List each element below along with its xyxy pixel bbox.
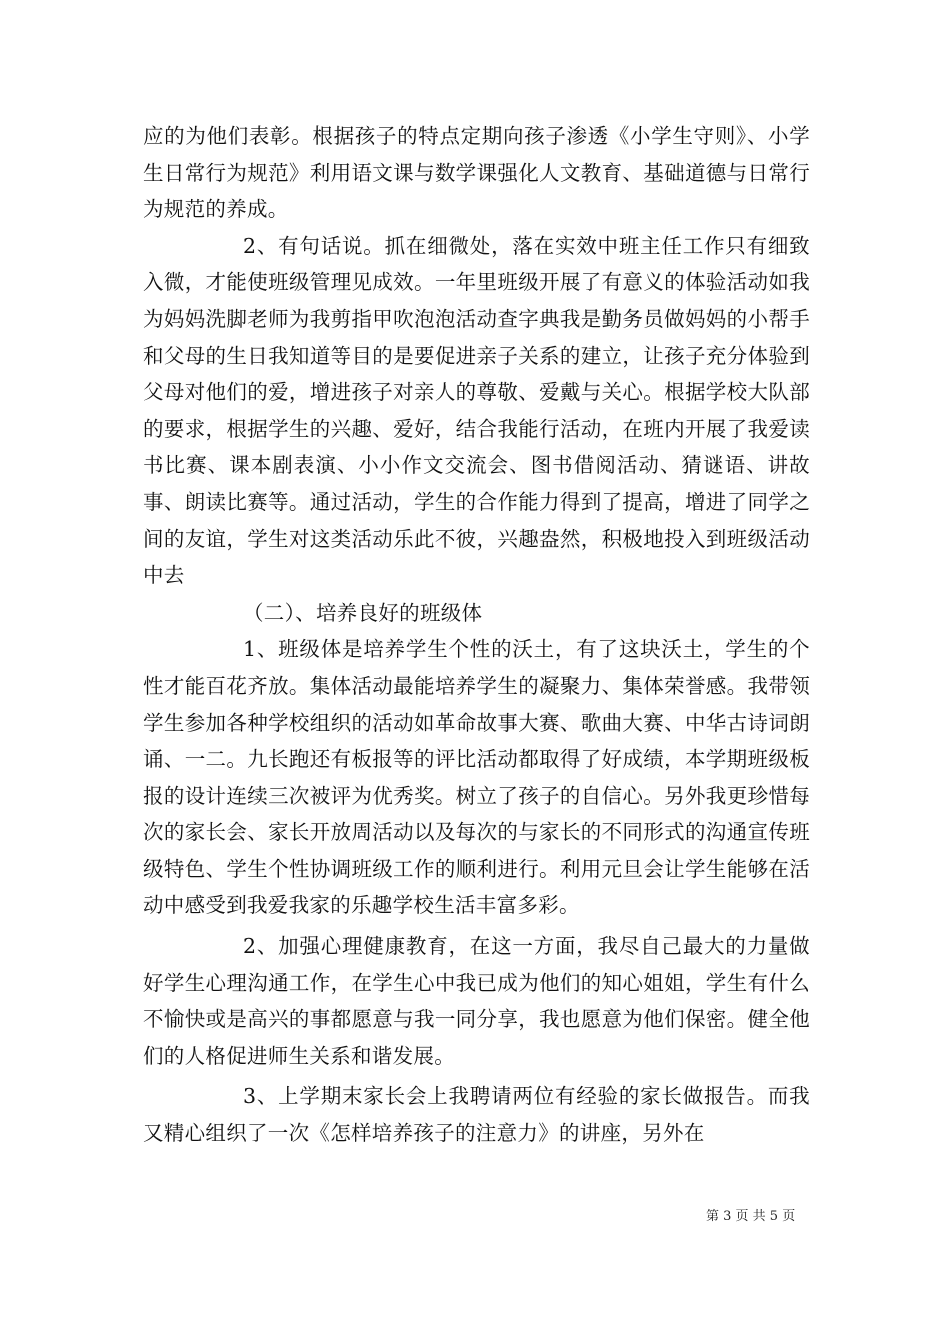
page-footer: 第 3 页 共 5 页 bbox=[706, 1209, 796, 1224]
paragraph-5: 3、上学期末家长会上我聘请两位有经验的家长做报告。而我又精心组织了一次《怎样培养孩子的注意力》的讲座，另外在 bbox=[143, 1084, 810, 1146]
paragraph-3: 1、班级体是培养学生个性的沃土，有了这块沃土，学生的个性才能百花齐放。集体活动最能培养学生的凝聚力、集体荣誉感。我带领学生参加各种学校组织的活动如革命故事大赛、歌曲大赛、中华古诗词朗诵、一二。九长跑还有板报等的评比活动都取得了好成绩，本学期班级板报的设计连续三次被评为优秀奖。树立了孩子的自信心。另外我更珍惜每次的家长会、家长开放周活动以及每次的与家长的不同形式的沟通宣传班级特色、学生个性协调班级工作的顺利进行。利用元旦会让学生能够在活动中感受到我爱我家的乐趣学校生活丰富多彩。 bbox=[143, 637, 810, 918]
paragraph-4: 2、加强心理健康教育，在这一方面，我尽自己最大的力量做好学生心理沟通工作，在学生心中我已成为他们的知心姐姐，学生有什么不愉快或是高兴的事都愿意与我一同分享，我也愿意为他们保密。健全他们的人格促进师生关系和谐发展。 bbox=[143, 934, 810, 1068]
document-body bbox=[143, 118, 810, 1152]
section-heading: （二）、培养良好的班级体 bbox=[243, 600, 483, 625]
paragraph-1: 应的为他们表彰。根据孩子的特点定期向孩子渗透《小学生守则》、小学生日常行为规范》利用语文课与数学课强化人文教育、基础道德与日常行为规范的养成。 bbox=[143, 124, 810, 222]
paragraph-2: 2、有句话说。抓在细微处，落在实效中班主任工作只有细致入微，才能使班级管理见成效。一年里班级开展了有意义的体验活动如我为妈妈洗脚老师为我剪指甲吹泡泡活动查字典我是勤务员做妈妈的小帮手和父母的生日我知道等目的是要促进亲子关系的建立，让孩子充分体验到父母对他们的爱，增进孩子对亲人的尊敬、爱戴与关心。根据学校大队部的要求，根据学生的兴趣、爱好，结合我能行活动，在班内开展了我爱读书比赛、课本剧表演、小小作文交流会、图书借阅活动、猜谜语、讲故事、朗读比赛等。通过活动，学生的合作能力得到了提高，增进了同学之间的友谊，学生对这类活动乐此不彼，兴趣盎然，积极地投入到班级活动中去 bbox=[143, 233, 810, 588]
